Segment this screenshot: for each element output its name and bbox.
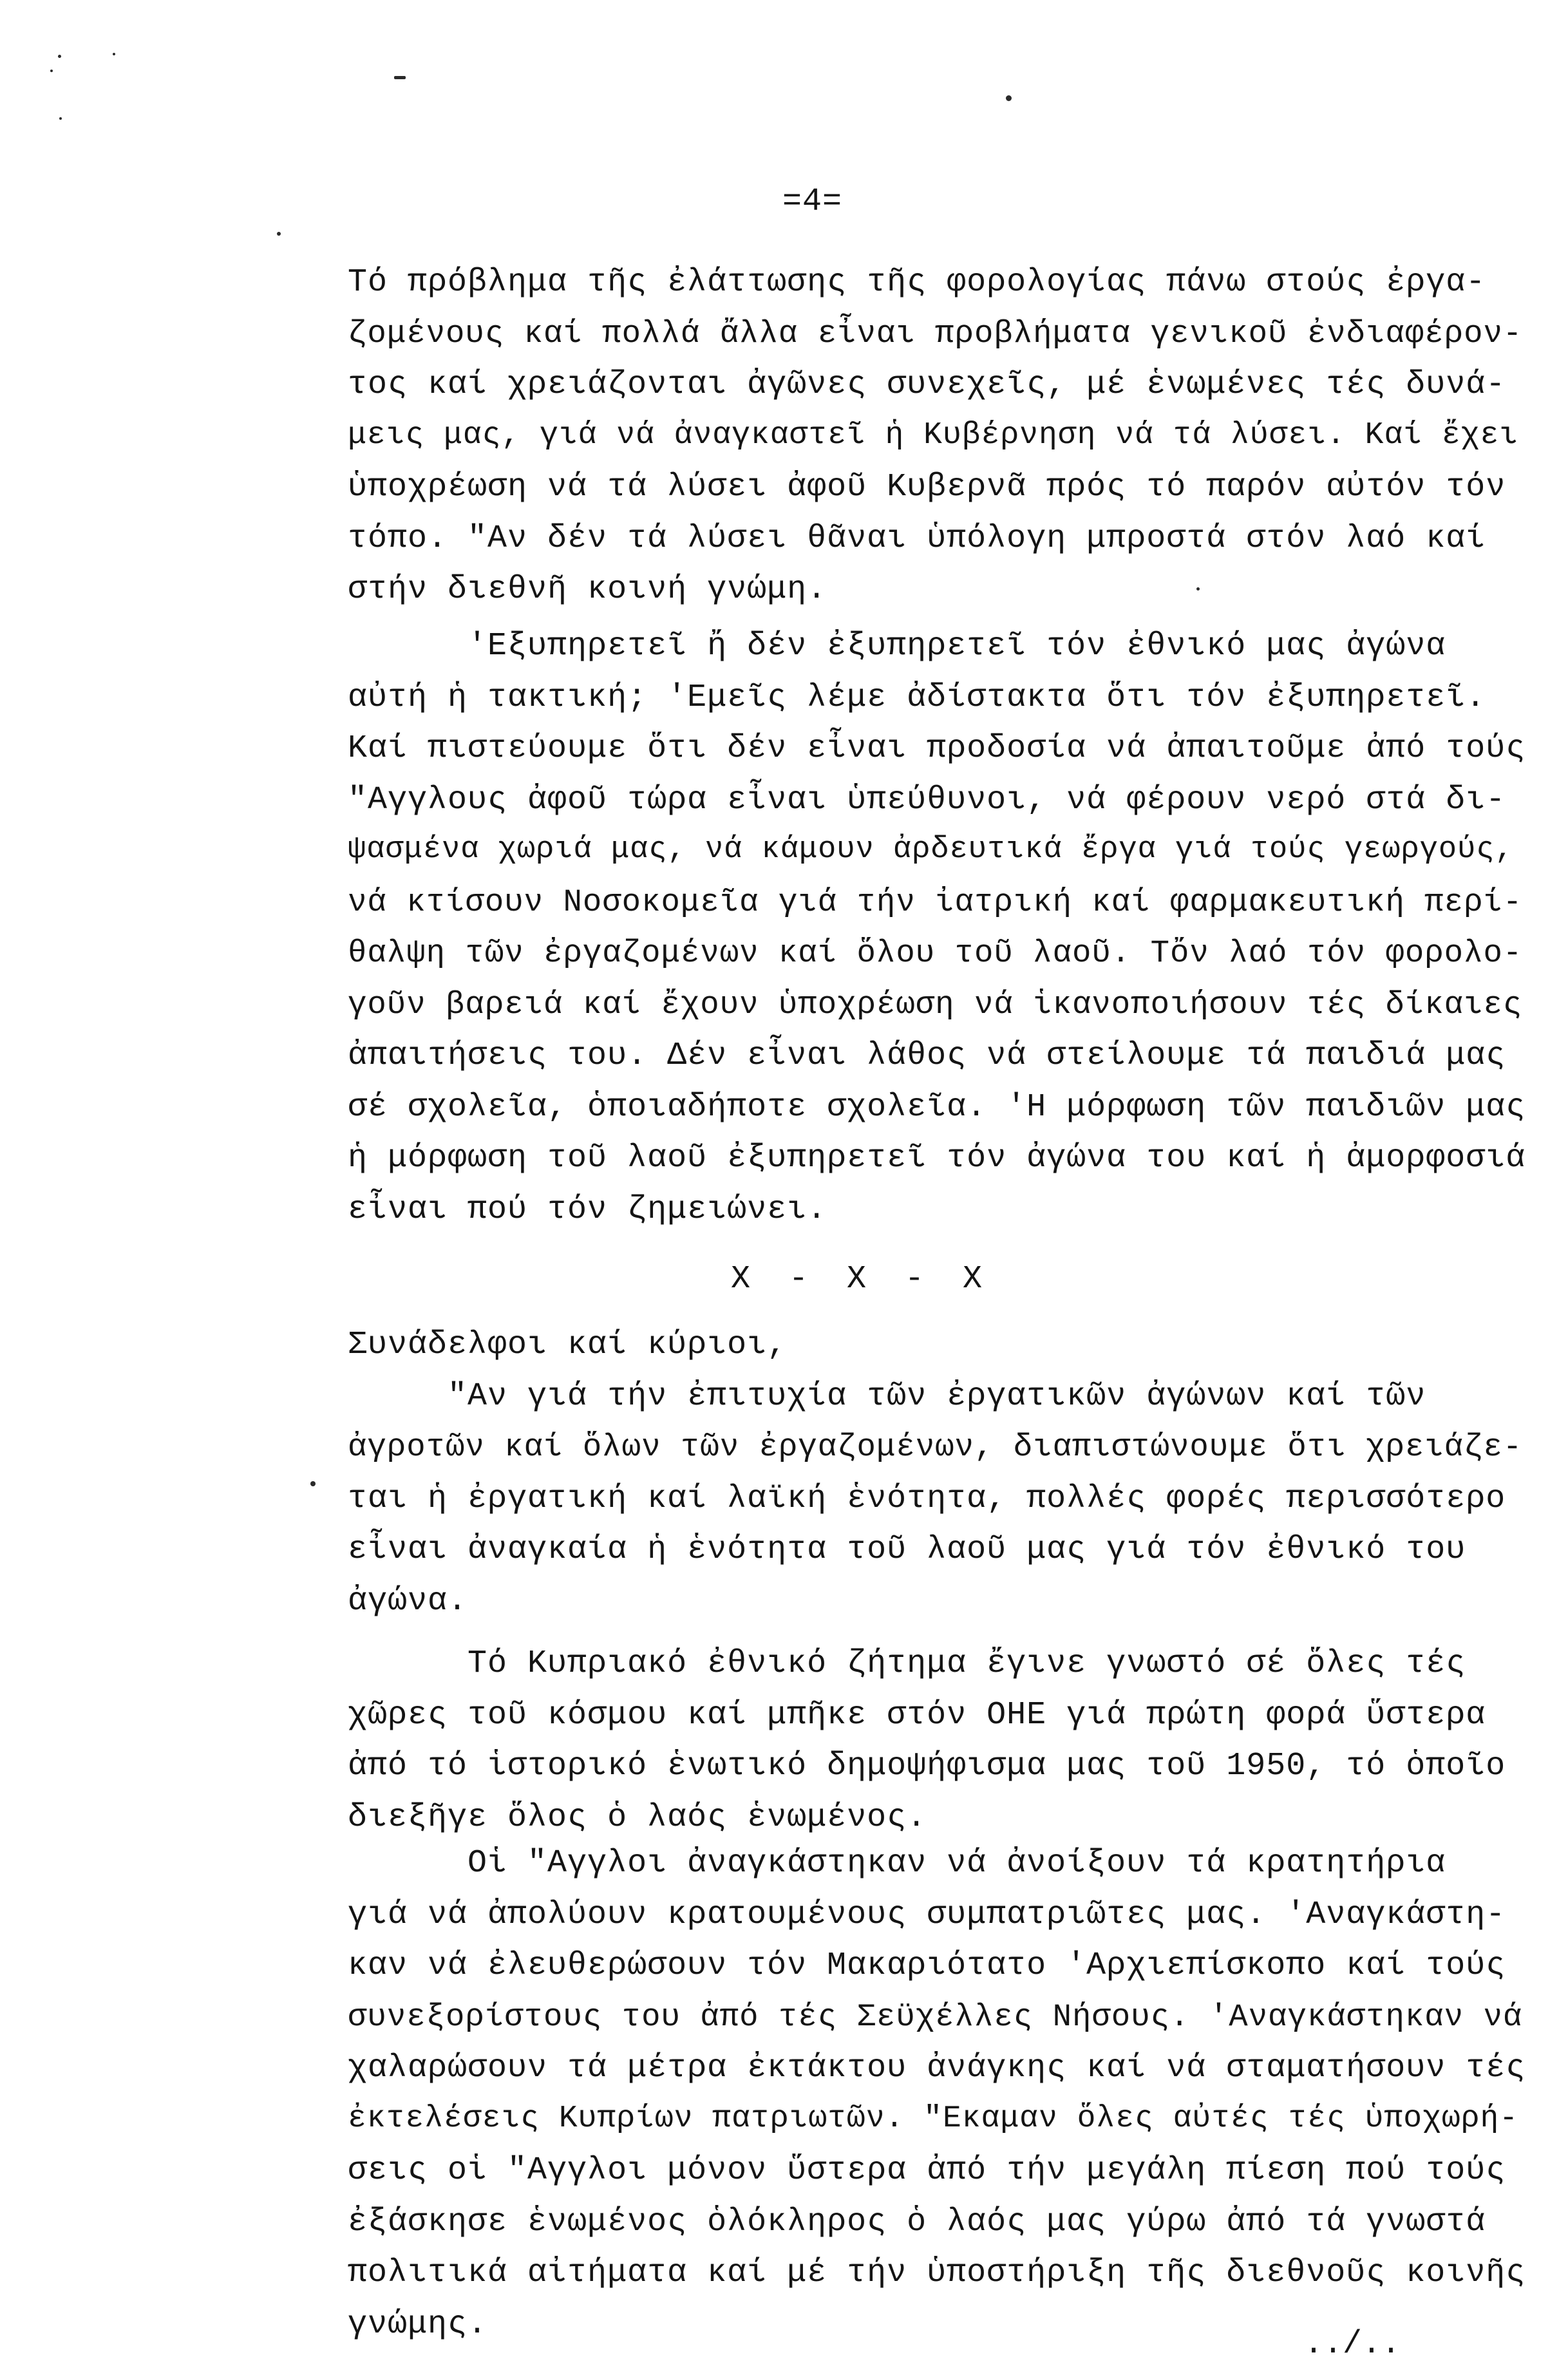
text-line: τόπο. "Αν δέν τά λύσει θᾶναι ὑπόλογη μπροστά στόν λαό καί xyxy=(348,520,1486,557)
text-line: ἐξάσκησε ἑνωμένος ὁλόκληρος ὁ λαός μας γύρω ἀπό τά γνωστά xyxy=(348,2204,1486,2240)
text-line: χαλαρώσουν τά μέτρα ἐκτάκτου ἀνάγκης καί νά σταματήσουν τές xyxy=(348,2050,1526,2086)
text-line: θαλψη τῶν ἐργαζομένων καί ὅλου τοῦ λαοῦ. Τὄν λαό τόν φορολο- xyxy=(348,935,1523,971)
scan-speck xyxy=(1196,587,1200,591)
text-line: εἶναι πού τόν ζημειώνει. xyxy=(348,1191,827,1228)
text-line: τος καί χρειάζονται ἀγῶνες συνεχεῖς, μέ ἑνωμένες τές δυνά- xyxy=(348,366,1506,403)
text-line: Καί πιστεύουμε ὅτι δέν εἶναι προδοσία νά ἀπαιτοῦμε ἀπό τούς xyxy=(348,730,1526,767)
text-line: "Αγγλους ἀφοῦ τώρα εἶναι ὑπεύθυνοι, νά φέρουν νερό στά δι- xyxy=(348,782,1506,818)
text-line: Τό Κυπριακό ἐθνικό ζήτημα ἔγινε γνωστό σέ ὅλες τές xyxy=(348,1645,1466,1682)
text-line: νά κτίσουν Νοσοκομεῖα γιά τήν ἰατρική καί φαρμακευτική περί- xyxy=(348,884,1523,920)
text-line: Συνάδελφοι καί κύριοι, xyxy=(348,1327,788,1363)
text-line: σεις οἱ "Αγγλοι μόνον ὕστερα ἀπό τήν μεγάλη πίεση πού τούς xyxy=(348,2152,1506,2189)
text-line: ἡ μόρφωση τοῦ λαοῦ ἐξυπηρετεῖ τόν ἀγώνα του καί ἡ ἀμορφοσιά xyxy=(348,1140,1526,1177)
text-line: αὐτή ἡ τακτική; 'Εμεῖς λέμε ἀδίστακτα ὅτι τόν ἐξυπηρετεῖ. xyxy=(348,679,1486,716)
text-line: εἶναι ἀναγκαία ἡ ἑνότητα τοῦ λαοῦ μας γιά τόν ἐθνικό του xyxy=(348,1531,1466,1568)
text-line: ται ἡ ἐργατική καί λαϊκή ἑνότητα, πολλές φορές περισσότερο xyxy=(348,1481,1506,1517)
text-line: "Αν γιά τήν ἐπιτυχία τῶν ἐργατικῶν ἀγώνων καί τῶν xyxy=(348,1378,1426,1415)
scan-speck xyxy=(310,1481,316,1486)
section-separator: X - X - X xyxy=(731,1261,983,1298)
text-line: καν νά ἐλευθερώσουν τόν Μακαριότατο 'Αρχιεπίσκοπο καί τούς xyxy=(348,1947,1506,1984)
scan-speck xyxy=(50,70,53,72)
scan-speck xyxy=(59,117,62,120)
scan-speck xyxy=(113,53,115,55)
scan-speck xyxy=(277,232,281,236)
text-line: ἀπαιτήσεις του. Δέν εἶναι λάθος νά στείλουμε τά παιδιά μας xyxy=(348,1037,1506,1074)
scan-speck xyxy=(58,55,61,58)
text-line: Οἱ "Αγγλοι ἀναγκάστηκαν νά ἀνοίξουν τά κρατητήρια xyxy=(348,1845,1446,1882)
text-line: πολιτικά αἰτήματα καί μέ τήν ὑποστήριξη τῆς διεθνοῦς κοινῆς xyxy=(348,2255,1526,2291)
continuation-mark: ../.. xyxy=(1304,2326,1401,2363)
text-line: διεξῆγε ὅλος ὁ λαός ἑνωμένος. xyxy=(348,1799,927,1836)
text-line: μεις μας, γιά νά ἀναγκαστεῖ ἡ Κυβέρνηση νά τά λύσει. Καί ἔχει xyxy=(348,418,1519,453)
text-line: γιά νά ἀπολύουν κρατουμένους συμπατριῶτες μας. 'Αναγκάστη- xyxy=(348,1897,1506,1933)
scan-speck xyxy=(1006,95,1012,101)
text-line: συνεξορίστους του ἀπό τές Σεϋχέλλες Νήσους. 'Αναγκάστηκαν νά xyxy=(348,1999,1523,2035)
text-line: ἀπό τό ἱστορικό ἑνωτικό δημοψήφισμα μας τοῦ 1950, τό ὁποῖο xyxy=(348,1748,1506,1784)
text-line: ἀγροτῶν καί ὅλων τῶν ἐργαζομένων, διαπιστώνουμε ὅτι χρειάζε- xyxy=(348,1429,1523,1465)
text-line: Τό πρόβλημα τῆς ἐλάττωσης τῆς φορολογίας πάνω στούς ἐργα- xyxy=(348,264,1486,301)
text-line: σέ σχολεῖα, ὁποιαδήποτε σχολεῖα. 'Η μόρφωση τῶν παιδιῶν μας xyxy=(348,1089,1526,1126)
text-line: γνώμης. xyxy=(348,2306,488,2343)
text-line: γοῦν βαρειά καί ἔχουν ὑποχρέωση νά ἱκανοποιήσουν τές δίκαιες xyxy=(348,987,1523,1023)
text-line: 'Εξυπηρετεῖ ἤ δέν ἐξυπηρετεῖ τόν ἐθνικό μας ἀγώνα xyxy=(348,628,1446,665)
text-line: ἐκτελέσεις Κυπρίων πατριωτῶν. "Εκαμαν ὅλες αὐτές τές ὑποχωρή- xyxy=(348,2101,1519,2136)
page-number: =4= xyxy=(782,184,843,220)
text-line: ὑποχρέωση νά τά λύσει ἀφοῦ Κυβερνᾶ πρός τό παρόν αὐτόν τόν xyxy=(348,469,1506,506)
text-line: χῶρες τοῦ κόσμου καί μπῆκε στόν ΟΗΕ γιά πρώτη φορά ὕστερα xyxy=(348,1697,1486,1734)
text-line: ψασμένα χωριά μας, νά κάμουν ἀρδευτικά ἔργα γιά τούς γεωργούς, xyxy=(348,833,1514,867)
text-line: στήν διεθνῆ κοινή γνώμη. xyxy=(348,571,827,608)
text-line: ζομένους καί πολλά ἄλλα εἶναι προβλήματα γενικοῦ ἐνδιαφέρον- xyxy=(348,316,1523,352)
scan-speck xyxy=(394,76,406,79)
text-line: ἀγώνα. xyxy=(348,1583,468,1620)
